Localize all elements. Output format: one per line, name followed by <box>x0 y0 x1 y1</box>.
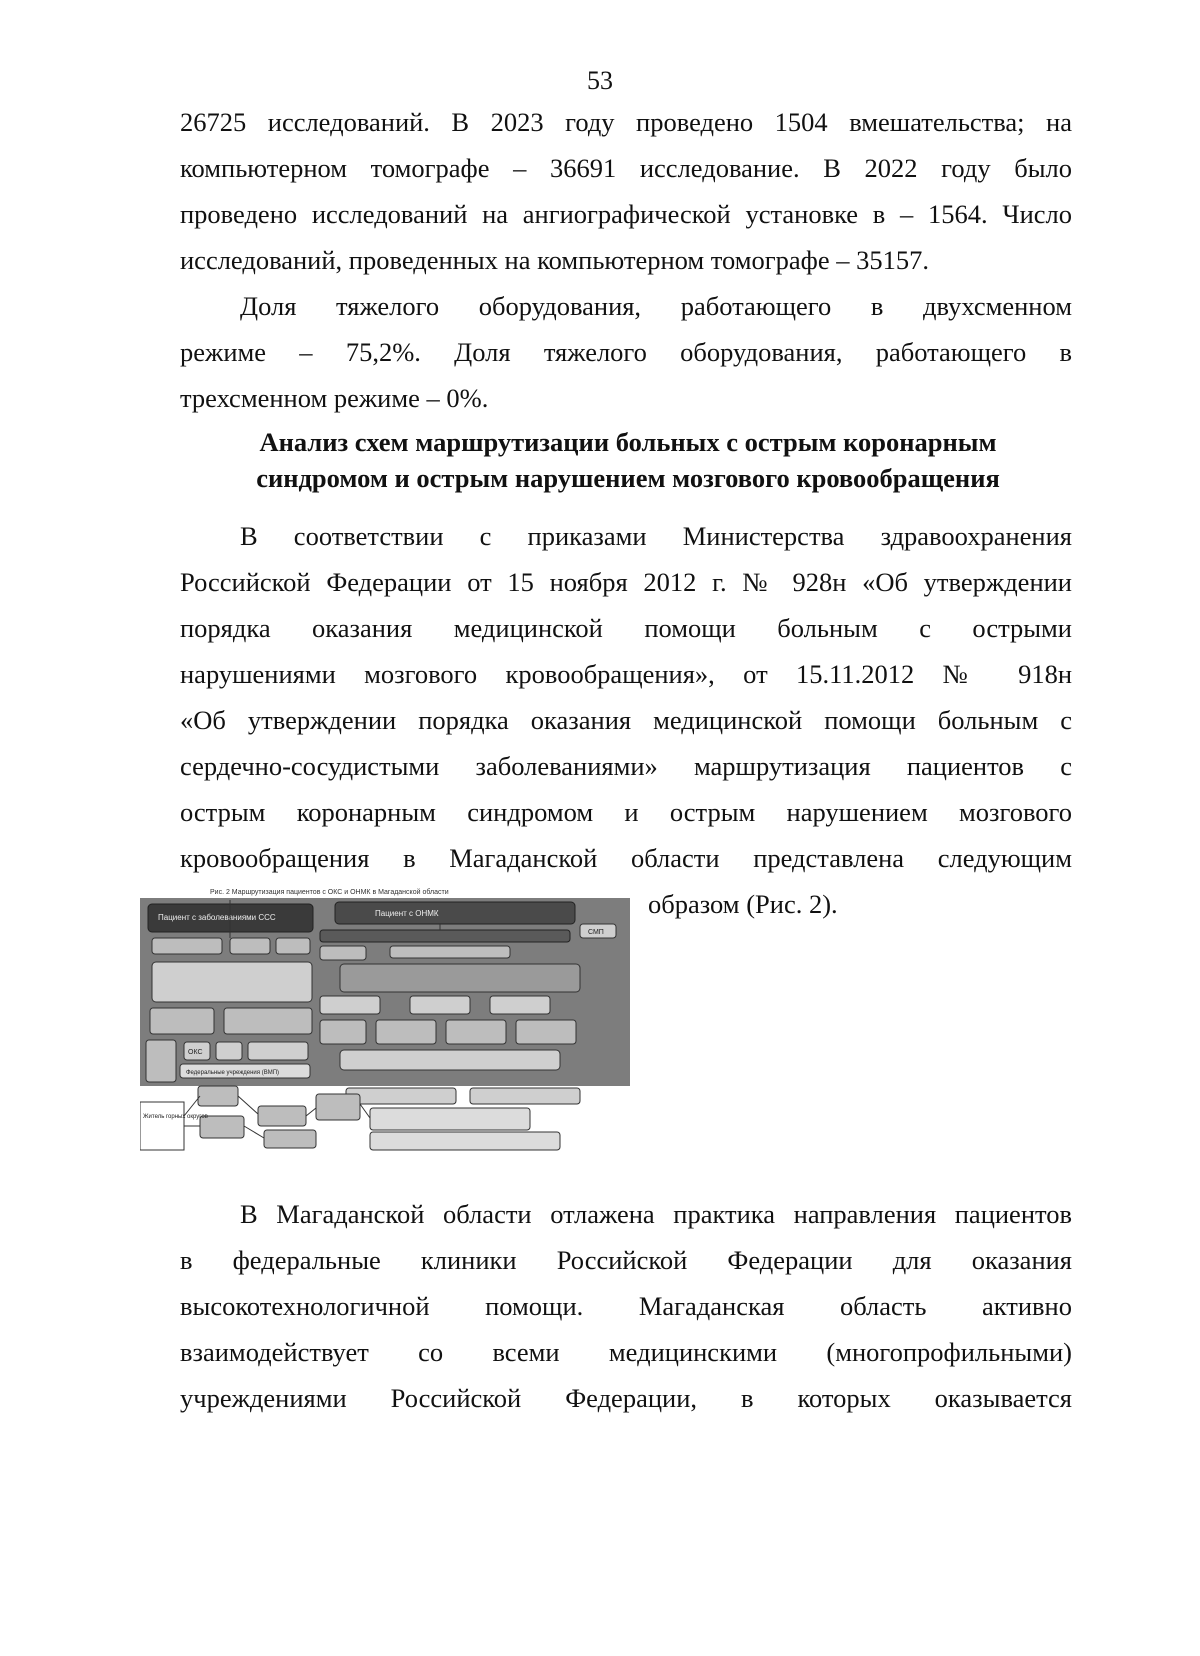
paragraph-4-line-1: В Магаданской области отлажена практика направления пациентов <box>240 1199 1072 1229</box>
paragraph-3-line-1: В соответствии с приказами Министерства здравоохранения <box>240 521 1072 551</box>
left-header-text: Пациент с заболеваниями ССС <box>158 913 276 922</box>
right-header-text: Пациент с ОНМК <box>375 909 439 918</box>
paragraph-3-line-4: нарушениями мозгового кровообращения», от 15.11.2012 № 918н <box>180 659 1072 689</box>
paragraph-3-line-2: Российской Федерации от 15 ноября 2012 г. № 928н «Об утверждении <box>180 567 1072 597</box>
routing-scheme-figure <box>140 880 630 1156</box>
figure-title: Рис. 2 Маршрутизация пациентов с ОКС и ОНМК в Магаданской области <box>210 889 449 896</box>
section-heading-line-2: синдромом и острым нарушением мозгового кровообращения <box>256 463 1000 493</box>
paragraph-4-line-2: в федеральные клиники Российской Федерации для оказания <box>180 1245 1072 1275</box>
box-left-bottom-text: Житель горных округов <box>143 1114 208 1120</box>
paragraph-1-line-2: компьютерном томографе – 36691 исследование. В 2022 году было <box>180 153 1072 183</box>
box-oks-text: ОКС <box>188 1049 203 1056</box>
routing-scheme-diagram <box>140 880 630 1156</box>
paragraph-4-line-5: учреждениями Российской Федерации, в которых оказывается <box>180 1383 1072 1413</box>
paragraph-3-line-7: острым коронарным синдромом и острым нарушением мозгового <box>180 797 1072 827</box>
paragraph-3-line-8: кровообращения в Магаданской области представлена следующим <box>180 843 1072 873</box>
paragraph-3-line-3: порядка оказания медицинской помощи больным с острыми <box>180 613 1072 643</box>
paragraph-3-line-9: образом (Рис. 2). <box>648 889 838 919</box>
paragraph-1-line-4: исследований, проведенных на компьютерном томографе – 35157. <box>180 245 929 275</box>
paragraph-2-line-2: режиме – 75,2%. Доля тяжелого оборудования, работающего в <box>180 337 1072 367</box>
page-number: 53 <box>587 66 613 95</box>
paragraph-4-line-3: высокотехнологичной помощи. Магаданская область активно <box>180 1291 1072 1321</box>
box-smp-text: СМП <box>588 929 604 936</box>
paragraph-2-line-1: Доля тяжелого оборудования, работающего в двухсменном <box>240 291 1072 321</box>
paragraph-3-line-5: «Об утверждении порядка оказания медицинской помощи больным с <box>180 705 1072 735</box>
paragraph-1-line-3: проведено исследований на ангиографической установке в – 1564. Число <box>180 199 1072 229</box>
paragraph-2-line-3: трехсменном режиме – 0%. <box>180 383 489 413</box>
paragraph-1-line-1: 26725 исследований. В 2023 году проведено 1504 вмешательства; на <box>180 107 1072 137</box>
box-federal-text: Федеральные учреждения (ВМП) <box>186 1070 280 1076</box>
paragraph-3-line-6: сердечно-сосудистыми заболеваниями» маршрутизация пациентов с <box>180 751 1072 781</box>
paragraph-4-line-4: взаимодействует со всеми медицинскими (многопрофильными) <box>180 1337 1072 1367</box>
section-heading-line-1: Анализ схем маршрутизации больных с острым коронарным <box>259 427 997 457</box>
